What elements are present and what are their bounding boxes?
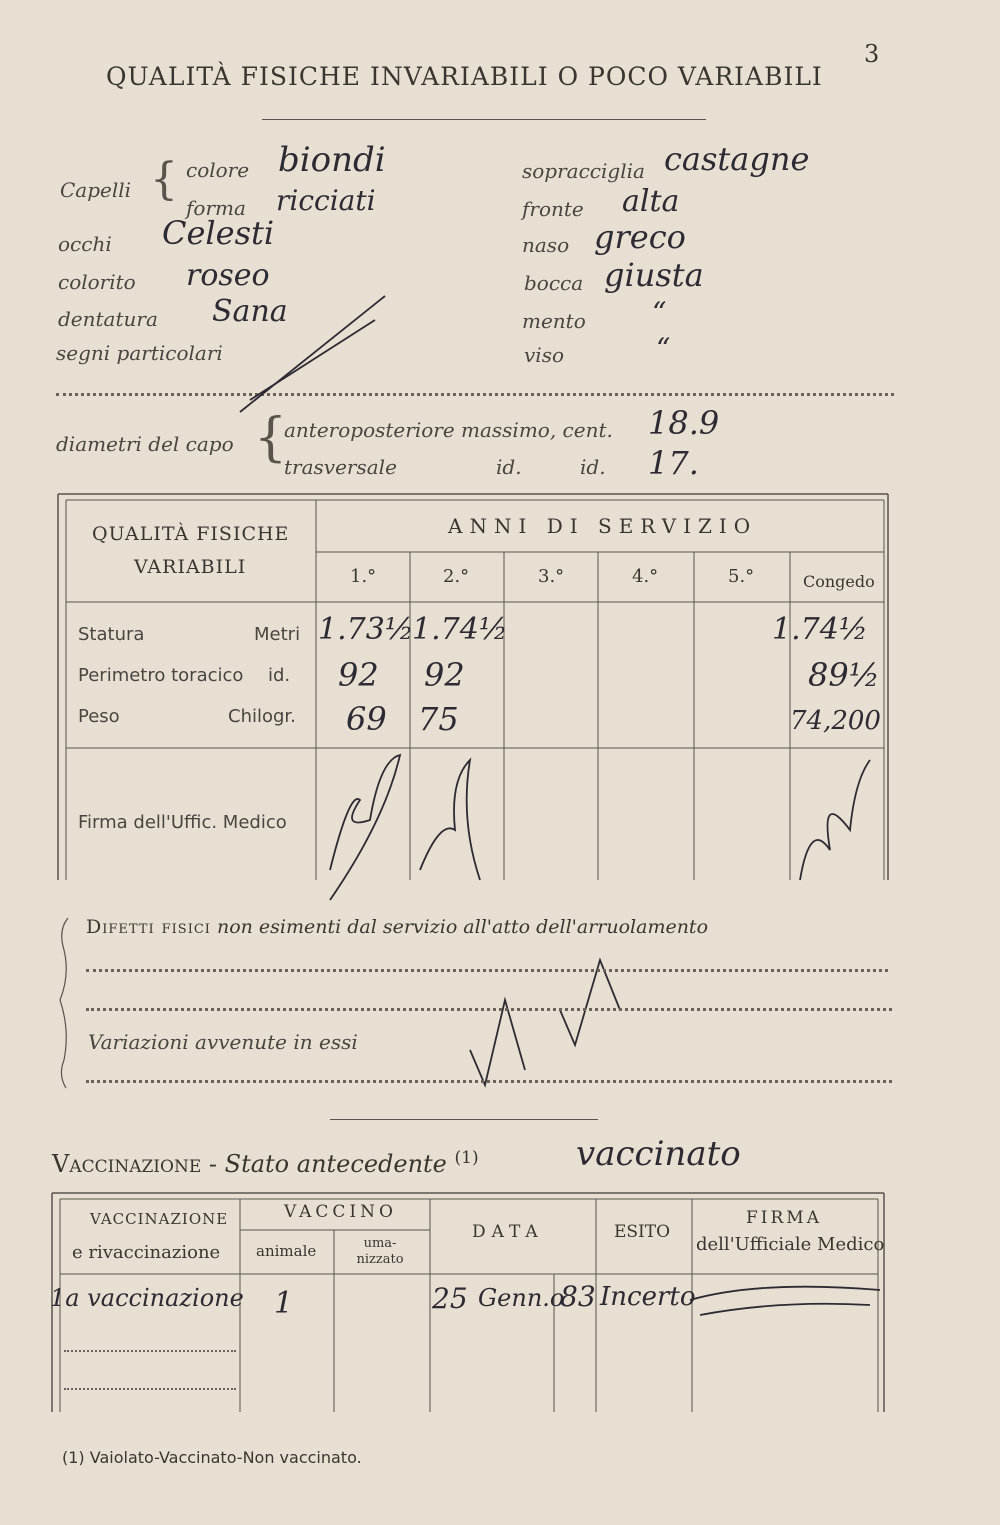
statura-1: 1.73½ bbox=[318, 612, 414, 647]
vt-animale: animale bbox=[256, 1242, 317, 1260]
diametri-label: diametri del capo bbox=[56, 432, 234, 456]
defects-dots-2 bbox=[86, 1008, 892, 1011]
trasversale-id-2: id. bbox=[580, 455, 606, 479]
vt-row-month: Genn.o bbox=[478, 1284, 565, 1312]
capelli-colore-value: biondi bbox=[278, 140, 386, 180]
fronte-value: alta bbox=[622, 184, 680, 219]
naso-value: greco bbox=[594, 218, 686, 256]
capelli-forma-label: forma bbox=[186, 196, 246, 220]
peso-2: 75 bbox=[418, 700, 459, 738]
defects-dots-3 bbox=[86, 1080, 892, 1083]
trasversale-value: 17. bbox=[648, 444, 699, 482]
naso-label: naso bbox=[522, 233, 570, 257]
page-title: QUALITÀ FISICHE INVARIABILI O POCO VARIABILI bbox=[106, 62, 823, 91]
vaccination-note-ref: (1) bbox=[454, 1148, 479, 1168]
col-3: 3.° bbox=[538, 566, 565, 587]
peso-1: 69 bbox=[346, 700, 387, 738]
vt-dots-2 bbox=[64, 1388, 236, 1390]
vt-row-animale: 1 bbox=[274, 1286, 294, 1321]
statura-2: 1.74½ bbox=[412, 612, 508, 647]
defects-label bbox=[86, 916, 708, 938]
viso-value: “ bbox=[656, 332, 671, 365]
vaccination-rule bbox=[330, 1119, 598, 1120]
vt-col1-line2: e rivaccinazione bbox=[72, 1242, 221, 1263]
antero-value: 18.9 bbox=[648, 404, 720, 442]
occhi-value: Celesti bbox=[162, 214, 275, 252]
vt-row-year: 83 bbox=[560, 1280, 596, 1313]
segni-label: segni particolari bbox=[56, 341, 223, 365]
occhi-label: occhi bbox=[58, 232, 112, 256]
row-statura-unit: Metri bbox=[254, 624, 301, 645]
fronte-label: fronte bbox=[522, 197, 584, 221]
capelli-forma-value: ricciati bbox=[276, 184, 376, 217]
vaccination-italic: Stato antecedente bbox=[224, 1150, 447, 1178]
colorito-value: roseo bbox=[186, 258, 270, 293]
perimetro-2: 92 bbox=[424, 656, 465, 694]
viso-label: viso bbox=[524, 343, 564, 367]
row-perimetro-unit: id. bbox=[268, 665, 291, 686]
signature-label: Firma dell'Uffic. Medico bbox=[78, 812, 287, 833]
col-4: 4.° bbox=[632, 566, 659, 587]
defects-label-caps: Difetti fisici bbox=[86, 916, 211, 938]
diametri-brace: { bbox=[254, 408, 288, 468]
antero-label: anteroposteriore massimo, cent. bbox=[284, 418, 613, 442]
vt-firma-line1: FIRMA bbox=[746, 1208, 822, 1228]
dentatura-label: dentatura bbox=[58, 307, 158, 331]
row-peso-unit: Chilogr. bbox=[228, 706, 296, 727]
vaccination-dash: - bbox=[208, 1150, 217, 1178]
colorito-label: colorito bbox=[58, 270, 136, 294]
vt-umanizzato: uma- nizzato bbox=[356, 1236, 404, 1267]
capelli-brace: { bbox=[150, 154, 178, 205]
vt-esito: ESITO bbox=[614, 1222, 671, 1242]
col-1: 1.° bbox=[350, 566, 377, 587]
sopracciglia-value: castagne bbox=[664, 140, 810, 178]
row-statura-label: Statura bbox=[78, 624, 145, 645]
perimetro-1: 92 bbox=[338, 656, 379, 694]
bocca-value: giusta bbox=[604, 256, 704, 294]
col-5: 5.° bbox=[728, 566, 755, 587]
vt-row-day: 25 bbox=[432, 1282, 468, 1315]
defects-dots-1 bbox=[86, 969, 888, 972]
peso-congedo: 74,200 bbox=[790, 706, 881, 736]
vt-col1-line1: VACCINAZIONE bbox=[90, 1210, 229, 1228]
row-perimetro-label: Perimetro toracico bbox=[78, 665, 244, 686]
vaccination-value: vaccinato bbox=[576, 1134, 741, 1174]
vaccination-caps: Vaccinazione bbox=[52, 1150, 202, 1178]
header-group: ANNI DI SERVIZIO bbox=[448, 514, 758, 538]
bocca-label: bocca bbox=[524, 271, 584, 295]
vt-dots-1 bbox=[64, 1350, 236, 1352]
dentatura-value: Sana bbox=[212, 294, 288, 329]
row-peso-label: Peso bbox=[78, 706, 120, 727]
trasversale-label: trasversale bbox=[284, 455, 397, 479]
vaccination-heading bbox=[52, 1148, 479, 1178]
footnote: (1) Vaiolato-Vaccinato-Non vaccinato. bbox=[62, 1448, 362, 1467]
header-left-line2: VARIABILI bbox=[134, 556, 247, 578]
capelli-group-label: Capelli bbox=[60, 178, 132, 202]
defects-label-rest: non esimenti dal servizio all'atto dell'arruolamento bbox=[216, 916, 709, 938]
page-number: 3 bbox=[864, 40, 880, 68]
statura-congedo: 1.74½ bbox=[772, 612, 868, 647]
variations-label: Variazioni avvenute in essi bbox=[88, 1030, 358, 1054]
vt-row-tipo: 1a vaccinazione bbox=[50, 1284, 244, 1312]
col-2: 2.° bbox=[443, 566, 470, 587]
capelli-colore-label: colore bbox=[186, 158, 250, 182]
vt-vaccino: VACCINO bbox=[284, 1202, 397, 1222]
mento-value: “ bbox=[652, 296, 667, 329]
vt-row-esito: Incerto bbox=[600, 1282, 696, 1312]
mento-label: mento bbox=[522, 309, 586, 333]
vt-data: DATA bbox=[472, 1222, 544, 1242]
vt-firma-line2: dell'Ufficiale Medico bbox=[696, 1234, 885, 1255]
trasversale-id-1: id. bbox=[496, 455, 522, 479]
header-left-line1: QUALITÀ FISICHE bbox=[92, 523, 290, 545]
sopracciglia-label: sopracciglia bbox=[522, 159, 645, 183]
perimetro-congedo: 89½ bbox=[808, 656, 880, 694]
col-congedo: Congedo bbox=[803, 572, 875, 591]
